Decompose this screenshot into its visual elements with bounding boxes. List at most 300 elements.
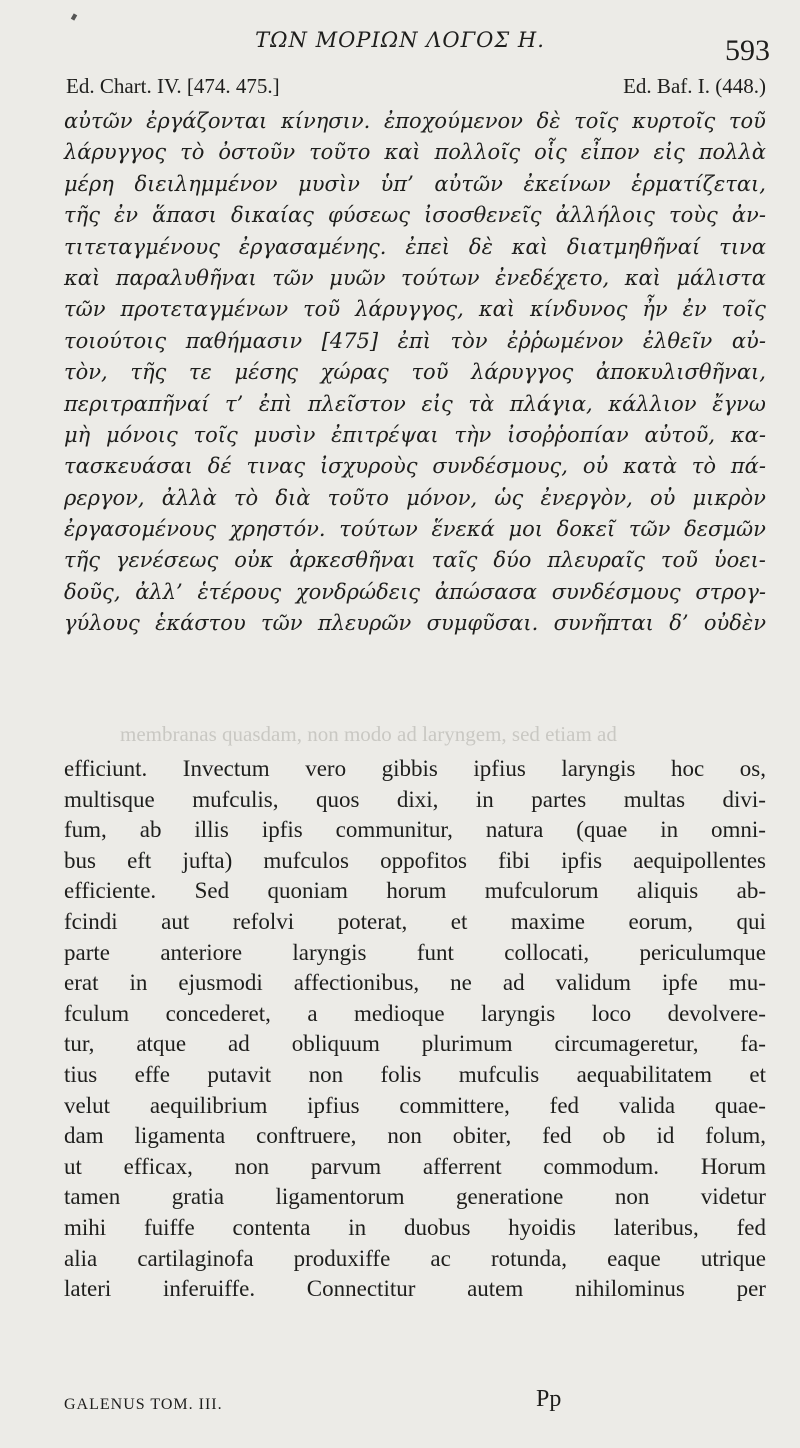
latin-text-word: aequipollentes bbox=[633, 847, 766, 873]
greek-text-word: πλευραῖς bbox=[547, 548, 645, 573]
latin-text-word: fed bbox=[549, 1092, 580, 1118]
latin-text-line bbox=[64, 938, 766, 969]
greek-text-word: ὑπ’ bbox=[380, 171, 414, 196]
greek-text-word: παθήμασιν bbox=[185, 328, 303, 353]
greek-text-word: ἀλλήλοις bbox=[555, 203, 655, 228]
greek-text-word: γενέσεως bbox=[115, 548, 219, 573]
greek-text-word: μέρη bbox=[64, 171, 114, 196]
latin-text-word: committere, bbox=[399, 1092, 510, 1118]
greek-text-word: καὶ bbox=[384, 140, 421, 165]
greek-text-word: τε bbox=[188, 360, 212, 385]
latin-text-word: hoc bbox=[671, 756, 705, 781]
greek-text-word: κίνησιν. bbox=[280, 109, 371, 133]
latin-text-word: tius bbox=[64, 1061, 98, 1087]
latin-text-word: omni- bbox=[711, 817, 766, 843]
latin-text-word: et bbox=[450, 908, 468, 934]
greek-text-word: ἕνεκά bbox=[431, 517, 495, 542]
latin-text-word: mihi bbox=[64, 1214, 107, 1240]
greek-text-word: τῶν bbox=[272, 265, 314, 290]
greek-text-line bbox=[64, 200, 766, 231]
greek-text-word: προτεταγμένων bbox=[120, 297, 289, 322]
latin-text-word: jufta) bbox=[182, 847, 233, 873]
greek-text-word: διατμηθῆναί bbox=[566, 234, 701, 259]
latin-text-word: tamen bbox=[64, 1184, 121, 1210]
footer-sheet-mark: Pp bbox=[536, 1386, 562, 1412]
latin-text-word: vero bbox=[305, 756, 347, 781]
greek-text-word: οὐ bbox=[582, 454, 609, 479]
latin-text-word: laryngis bbox=[481, 1000, 556, 1026]
greek-text-word: κα- bbox=[730, 422, 766, 447]
greek-text-word: τοιούτοις bbox=[64, 328, 167, 353]
latin-text-block bbox=[64, 754, 766, 1305]
greek-text-word: τοῖς bbox=[193, 422, 238, 447]
greek-text-word: ἐπιτρέψαι bbox=[331, 422, 439, 447]
latin-text-word: lateri bbox=[64, 1276, 112, 1302]
latin-text-line bbox=[64, 1152, 766, 1183]
greek-text-word: τῶν bbox=[628, 517, 671, 542]
greek-text-word: κίνδυνος bbox=[529, 297, 628, 322]
greek-text-word: συμφῦσαι. bbox=[426, 611, 539, 636]
latin-text-word: erat bbox=[64, 970, 99, 996]
latin-text-word: gratia bbox=[171, 1184, 225, 1210]
greek-text-word: παραλυθῆναι bbox=[115, 265, 257, 290]
greek-text-word: τὸν, bbox=[64, 360, 108, 385]
greek-text-word: [475] bbox=[321, 328, 379, 353]
latin-text-word: non bbox=[234, 1153, 270, 1179]
latin-text-word: anteriore bbox=[160, 939, 243, 965]
greek-text-word: αὐτοῦ, bbox=[644, 422, 716, 447]
latin-text-word: medioque bbox=[353, 1000, 445, 1026]
latin-text-word: multas bbox=[623, 786, 686, 812]
latin-text-word: rotunda, bbox=[490, 1245, 567, 1271]
greek-text-word: οὐκ bbox=[234, 548, 274, 573]
greek-text-word: ἑτέρους bbox=[197, 579, 282, 604]
latin-text-word: per bbox=[736, 1276, 766, 1302]
latin-text-word: laryngis bbox=[292, 939, 367, 965]
latin-text-word: produxiffe bbox=[293, 1245, 391, 1271]
latin-text-word: quoniam bbox=[267, 878, 348, 904]
greek-text-word: χώρας bbox=[320, 360, 389, 385]
greek-text-word: τοῦ bbox=[728, 109, 766, 133]
greek-text-line bbox=[64, 514, 766, 545]
greek-text-word: ἀπώσασα bbox=[434, 579, 537, 604]
greek-text-line bbox=[64, 357, 766, 388]
latin-text-word: mufculis bbox=[458, 1061, 540, 1087]
latin-text-word: velut bbox=[64, 1092, 110, 1118]
greek-text-word: ἦν bbox=[642, 297, 668, 322]
greek-text-word: ἀρκεσθῆναι bbox=[289, 548, 416, 573]
greek-text-line bbox=[64, 137, 766, 168]
latin-text-word: illis bbox=[194, 817, 229, 843]
greek-text-word: ταῖς bbox=[431, 548, 478, 573]
latin-text-word: mufculorum bbox=[484, 878, 599, 904]
greek-text-word: ἀλλὰ bbox=[161, 485, 217, 510]
edition-reference-right: Ed. Baf. I. (448.) bbox=[623, 74, 766, 98]
greek-text-word: τὸν bbox=[450, 328, 488, 353]
latin-text-word: mufculis, bbox=[192, 786, 279, 812]
latin-text-line bbox=[64, 999, 766, 1030]
greek-text-block bbox=[64, 106, 766, 640]
greek-text-word: γύλους bbox=[64, 611, 140, 636]
latin-text-word: affectionibus, bbox=[293, 970, 420, 996]
greek-text-word: μὴ bbox=[64, 422, 91, 447]
latin-text-line bbox=[64, 785, 766, 816]
latin-text-word: non bbox=[387, 1123, 422, 1149]
latin-text-word: efficiunt. bbox=[64, 756, 148, 781]
latin-text-word: multisque bbox=[64, 786, 155, 812]
greek-text-word: συνῆπται bbox=[553, 611, 654, 636]
latin-text-word: qui bbox=[736, 908, 766, 934]
latin-text-word: generatione bbox=[456, 1184, 564, 1210]
greek-text-word: δὲ bbox=[468, 234, 493, 259]
latin-text-word: maxime bbox=[510, 908, 585, 934]
latin-text-word: gibbis bbox=[381, 756, 438, 781]
latin-text-word: cartilaginofa bbox=[137, 1245, 254, 1271]
greek-text-word: τ’ bbox=[224, 391, 244, 416]
greek-text-word: αὐτῶν bbox=[64, 109, 133, 133]
greek-text-word: ἐλθεῖν bbox=[642, 328, 713, 353]
latin-text-line bbox=[64, 876, 766, 907]
greek-text-word: μόνον, bbox=[406, 485, 478, 510]
latin-text-line bbox=[64, 1274, 766, 1305]
greek-text-word: πολλοῖς bbox=[434, 140, 521, 165]
latin-text-word: contenta bbox=[232, 1214, 311, 1240]
greek-text-word: τούτων bbox=[401, 265, 480, 290]
greek-text-word: ἀλλ’ bbox=[135, 579, 183, 604]
latin-text-word: oppofitos bbox=[380, 847, 467, 873]
latin-text-word: validum bbox=[555, 970, 632, 996]
greek-text-word: τοῖς bbox=[574, 109, 619, 133]
greek-text-word: τῶν bbox=[64, 297, 106, 322]
greek-text-word: ἐν bbox=[114, 203, 139, 228]
latin-text-word: a bbox=[307, 1000, 318, 1026]
greek-text-word: μέσης bbox=[234, 360, 299, 385]
greek-text-word: μυσὶν bbox=[298, 171, 360, 196]
latin-text-word: conftruere, bbox=[256, 1123, 357, 1149]
latin-text-word: fum, bbox=[64, 817, 107, 843]
latin-text-word: os, bbox=[739, 756, 766, 781]
greek-text-word: λάρυγγος, bbox=[355, 297, 464, 322]
greek-text-word: περιτραπῆναί bbox=[64, 391, 210, 416]
greek-text-word: τασκευάσαι bbox=[64, 454, 193, 479]
latin-text-word: ligamenta bbox=[134, 1123, 226, 1149]
greek-text-word: πά- bbox=[730, 454, 766, 479]
latin-text-word: ad bbox=[228, 1031, 250, 1057]
greek-text-word: ρεργον, bbox=[64, 485, 145, 510]
latin-text-word: in bbox=[475, 786, 494, 812]
greek-text-word: τοῦ bbox=[411, 360, 449, 385]
latin-text-word: mufculos bbox=[263, 847, 349, 873]
latin-text-word: in bbox=[660, 817, 679, 843]
latin-text-word: concederet, bbox=[165, 1000, 271, 1026]
greek-text-line bbox=[64, 451, 766, 482]
latin-text-word: fed bbox=[542, 1123, 572, 1149]
greek-text-word: πλευρῶν bbox=[317, 611, 412, 636]
latin-text-word: autem bbox=[467, 1276, 524, 1302]
greek-text-word: εἶπον bbox=[580, 140, 640, 165]
greek-text-line bbox=[64, 420, 766, 451]
latin-text-word: collocati, bbox=[504, 939, 590, 965]
greek-text-word: ὑοει- bbox=[713, 548, 766, 573]
latin-text-word: devolvere- bbox=[667, 1000, 766, 1026]
latin-text-word: fcindi bbox=[64, 908, 118, 934]
greek-text-word: τῆς bbox=[130, 360, 167, 385]
greek-text-line bbox=[64, 106, 766, 137]
latin-text-line bbox=[64, 1121, 766, 1152]
greek-text-line bbox=[64, 263, 766, 294]
latin-text-word: Sed bbox=[194, 878, 230, 904]
latin-text-word: funt bbox=[416, 939, 454, 965]
greek-text-word: μάλιστα bbox=[676, 265, 766, 290]
greek-text-word: αὐτῶν bbox=[434, 171, 503, 196]
greek-text-line bbox=[64, 608, 766, 639]
latin-text-word: eft bbox=[127, 847, 152, 873]
latin-text-word: communitur, bbox=[335, 817, 453, 843]
latin-text-word: tur, bbox=[64, 1031, 95, 1057]
greek-text-word: πολλὰ bbox=[698, 140, 766, 165]
greek-text-word: τινα bbox=[719, 234, 766, 259]
greek-text-word: ἰσοῤῥοπίαν bbox=[507, 422, 629, 447]
greek-text-word: ὡς bbox=[494, 485, 524, 510]
latin-text-word: ob bbox=[602, 1123, 626, 1149]
greek-text-word: καὶ bbox=[478, 297, 516, 322]
greek-text-word: δεσμῶν bbox=[684, 517, 766, 542]
greek-text-line bbox=[64, 483, 766, 514]
latin-text-word: fa- bbox=[740, 1031, 766, 1057]
latin-text-word: effe bbox=[134, 1061, 170, 1087]
latin-text-word: valida bbox=[618, 1092, 676, 1118]
greek-text-word: καὶ bbox=[511, 234, 548, 259]
latin-text-word: efficiente. bbox=[64, 878, 157, 904]
latin-text-word: folis bbox=[380, 1061, 422, 1087]
greek-text-word: τοῦ bbox=[660, 548, 698, 573]
latin-text-word: lateribus, bbox=[613, 1214, 699, 1240]
latin-text-word: eaque bbox=[607, 1245, 661, 1271]
greek-text-word: δοῦς, bbox=[64, 579, 121, 604]
greek-text-word: δέ bbox=[207, 454, 232, 479]
greek-text-word: καὶ bbox=[624, 265, 661, 290]
latin-text-word: quos bbox=[315, 786, 360, 812]
latin-text-word: fculum bbox=[64, 1000, 130, 1026]
greek-text-word: οὐδὲν bbox=[703, 611, 766, 636]
greek-text-word: δικαίας bbox=[230, 203, 314, 228]
latin-text-word: dixi, bbox=[396, 786, 439, 812]
greek-text-word: τούτων bbox=[339, 517, 418, 542]
latin-text-line bbox=[64, 1029, 766, 1060]
greek-text-word: λάρυγγος bbox=[64, 140, 167, 165]
greek-text-word: εἰς bbox=[653, 140, 685, 165]
greek-text-word: κυρτοῖς bbox=[632, 109, 716, 133]
latin-text-line bbox=[64, 968, 766, 999]
latin-text-word: efficax, bbox=[123, 1153, 193, 1179]
latin-text-word: (quae bbox=[576, 817, 628, 843]
greek-text-word: ἐκείνων bbox=[523, 171, 611, 196]
latin-text-line bbox=[64, 1213, 766, 1244]
greek-text-word: ἐπὶ bbox=[397, 328, 431, 353]
latin-text-word: aequilibrium bbox=[149, 1092, 268, 1118]
ink-mark bbox=[71, 13, 77, 20]
latin-text-word: non bbox=[614, 1184, 650, 1210]
latin-text-word: ejusmodi bbox=[178, 970, 263, 996]
latin-text-word: partes bbox=[531, 786, 587, 812]
footer-signature: GALENUS TOM. III. bbox=[64, 1396, 223, 1413]
greek-text-word: ὀστοῦν bbox=[218, 140, 296, 165]
latin-text-word: refolvi bbox=[232, 908, 295, 934]
latin-text-word: eorum, bbox=[628, 908, 693, 934]
latin-text-word: natura bbox=[485, 817, 544, 843]
latin-text-word: in bbox=[129, 970, 148, 996]
latin-text-word: obliquum bbox=[291, 1031, 380, 1057]
latin-text-word: divi- bbox=[722, 786, 766, 812]
latin-text-line bbox=[64, 1182, 766, 1213]
latin-text-word: horum bbox=[386, 878, 447, 904]
latin-text-word: aliquis bbox=[636, 878, 699, 904]
greek-text-word: μικρὸν bbox=[692, 485, 766, 510]
greek-text-word: μυσὶν bbox=[253, 422, 316, 447]
greek-text-word: κατὰ bbox=[623, 454, 677, 479]
greek-text-word: καὶ bbox=[64, 265, 101, 290]
latin-text-word: putavit bbox=[207, 1061, 272, 1087]
greek-text-word: ἐργασομένους bbox=[64, 517, 217, 542]
latin-text-word: nihilominus bbox=[574, 1276, 685, 1302]
latin-text-word: ac bbox=[430, 1245, 451, 1271]
latin-text-word: duobus bbox=[403, 1214, 471, 1240]
greek-text-word: διειλημμένον bbox=[134, 171, 278, 196]
greek-text-word: τὸ bbox=[233, 485, 259, 510]
greek-text-word: τοῦ bbox=[303, 297, 341, 322]
greek-text-word: τινας bbox=[246, 454, 306, 479]
latin-text-word: ad bbox=[502, 970, 525, 996]
greek-text-word: μυῶν bbox=[329, 265, 386, 290]
greek-text-word: δύο bbox=[493, 548, 532, 573]
greek-text-word: ἑκάστου bbox=[155, 611, 246, 636]
latin-text-word: parvum bbox=[310, 1153, 382, 1179]
latin-text-word: folum, bbox=[705, 1123, 766, 1149]
edition-reference-left: Ed. Chart. IV. [474. 475.] bbox=[66, 74, 280, 98]
latin-text-word: commodum. bbox=[543, 1153, 660, 1179]
greek-text-word: τοῦτο bbox=[309, 140, 371, 165]
latin-text-word: laryngis bbox=[561, 756, 636, 781]
greek-text-word: πλάγια, bbox=[509, 391, 593, 416]
latin-text-word: poterat, bbox=[337, 908, 408, 934]
latin-text-word: obiter, bbox=[452, 1123, 512, 1149]
greek-text-word: ἔγνω bbox=[712, 391, 766, 416]
latin-text-word: loco bbox=[591, 1000, 632, 1026]
greek-text-word: τὸ bbox=[691, 454, 717, 479]
greek-text-word: οἷς bbox=[534, 140, 567, 165]
latin-text-line bbox=[64, 1091, 766, 1122]
greek-text-word: χρηστόν. bbox=[229, 517, 326, 542]
greek-text-word: εἰς bbox=[421, 391, 453, 416]
greek-text-line bbox=[64, 545, 766, 576]
latin-text-word: hyoidis bbox=[508, 1214, 576, 1240]
greek-text-word: μόνοις bbox=[106, 422, 178, 447]
latin-text-word: atque bbox=[136, 1031, 187, 1057]
latin-text-line bbox=[64, 1060, 766, 1091]
latin-text-word: fibi bbox=[498, 847, 531, 873]
greek-text-word: ἰσοσθενεῖς bbox=[424, 203, 542, 228]
latin-text-word: ligamentorum bbox=[275, 1184, 405, 1210]
greek-text-word: ἐργάζονται bbox=[146, 109, 268, 133]
greek-text-word: στρογ- bbox=[695, 579, 766, 604]
latin-text-word: in bbox=[348, 1214, 367, 1240]
greek-text-word: πλεῖστον bbox=[307, 391, 406, 416]
latin-text-word: inferuiffe. bbox=[162, 1276, 256, 1302]
latin-text-word: Invectum bbox=[182, 756, 270, 781]
greek-text-word: τῆς bbox=[64, 203, 100, 228]
latin-text-word: afferrent bbox=[422, 1153, 502, 1179]
latin-text-word: id bbox=[656, 1123, 675, 1149]
latin-text-word: mu- bbox=[728, 970, 766, 996]
greek-text-word: φύσεως bbox=[328, 203, 410, 228]
greek-text-word: ἐποχούμενον bbox=[383, 109, 523, 133]
latin-text-word: non bbox=[308, 1061, 344, 1087]
greek-text-word: ἀν- bbox=[731, 203, 766, 228]
latin-text-word: parte bbox=[64, 939, 110, 965]
latin-text-word: Horum bbox=[700, 1153, 766, 1179]
running-head: ΤΩΝ ΜΟΡΙΩΝ ΛΟΓΟΣ Η. bbox=[255, 28, 545, 52]
latin-text-word: ipfius bbox=[307, 1092, 360, 1118]
greek-text-word: δὲ bbox=[536, 109, 561, 133]
greek-text-word: λάρυγγος bbox=[471, 360, 574, 385]
greek-text-word: ἐργασαμένης. bbox=[238, 234, 387, 259]
greek-text-word: ἰσχυροὺς bbox=[319, 454, 418, 479]
latin-text-line bbox=[64, 815, 766, 846]
greek-text-word: τὸ bbox=[180, 140, 205, 165]
latin-text-word: videtur bbox=[700, 1184, 766, 1210]
greek-text-word: ἐπεὶ bbox=[405, 234, 450, 259]
greek-text-word: ἑρματίζεται, bbox=[631, 171, 766, 196]
page-number: 593 bbox=[725, 34, 770, 67]
latin-text-word: Connectitur bbox=[306, 1276, 416, 1302]
latin-text-word: aut bbox=[161, 908, 190, 934]
latin-text-word: periculumque bbox=[639, 939, 766, 965]
greek-text-line bbox=[64, 232, 766, 263]
greek-text-word: συνδέσμους, bbox=[432, 454, 568, 479]
latin-text-line bbox=[64, 754, 766, 785]
greek-text-line bbox=[64, 389, 766, 420]
greek-text-line bbox=[64, 326, 766, 357]
bleed-through-text: membranas quasdam, non modo ad laryngem, sed etiam ad bbox=[120, 722, 617, 746]
latin-text-word: ne bbox=[450, 970, 472, 996]
greek-text-word: τῆς bbox=[64, 548, 100, 573]
greek-text-word: χονδρώδεις bbox=[295, 579, 421, 604]
latin-text-word: ipfis bbox=[261, 817, 303, 843]
greek-text-word: οὐ bbox=[649, 485, 676, 510]
latin-text-word: et bbox=[749, 1061, 766, 1087]
latin-text-word: dam bbox=[64, 1123, 104, 1149]
latin-text-word: ut bbox=[64, 1153, 82, 1179]
greek-text-word: τοῖς bbox=[721, 297, 766, 322]
latin-text-word: circumageretur, bbox=[554, 1031, 699, 1057]
latin-text-word: fed bbox=[736, 1214, 766, 1240]
latin-text-word: quae- bbox=[714, 1092, 766, 1118]
latin-text-word: ipfe bbox=[662, 970, 698, 996]
greek-text-word: ἐνεδέχετο, bbox=[495, 265, 610, 290]
greek-text-word: ἀποκυλισθῆναι, bbox=[595, 360, 766, 385]
latin-text-word: ab- bbox=[736, 878, 766, 904]
greek-text-word: ἐῤῥωμένον bbox=[507, 328, 624, 353]
latin-text-word: aequabilitatem bbox=[576, 1061, 712, 1087]
greek-text-word: τοὺς bbox=[669, 203, 718, 228]
greek-text-word: ἅπασι bbox=[152, 203, 217, 228]
greek-text-line bbox=[64, 169, 766, 200]
greek-text-line bbox=[64, 577, 766, 608]
greek-text-word: τὰ bbox=[468, 391, 495, 416]
latin-text-word: fuiffe bbox=[144, 1214, 195, 1240]
greek-text-word: τὴν bbox=[454, 422, 492, 447]
latin-text-line bbox=[64, 907, 766, 938]
